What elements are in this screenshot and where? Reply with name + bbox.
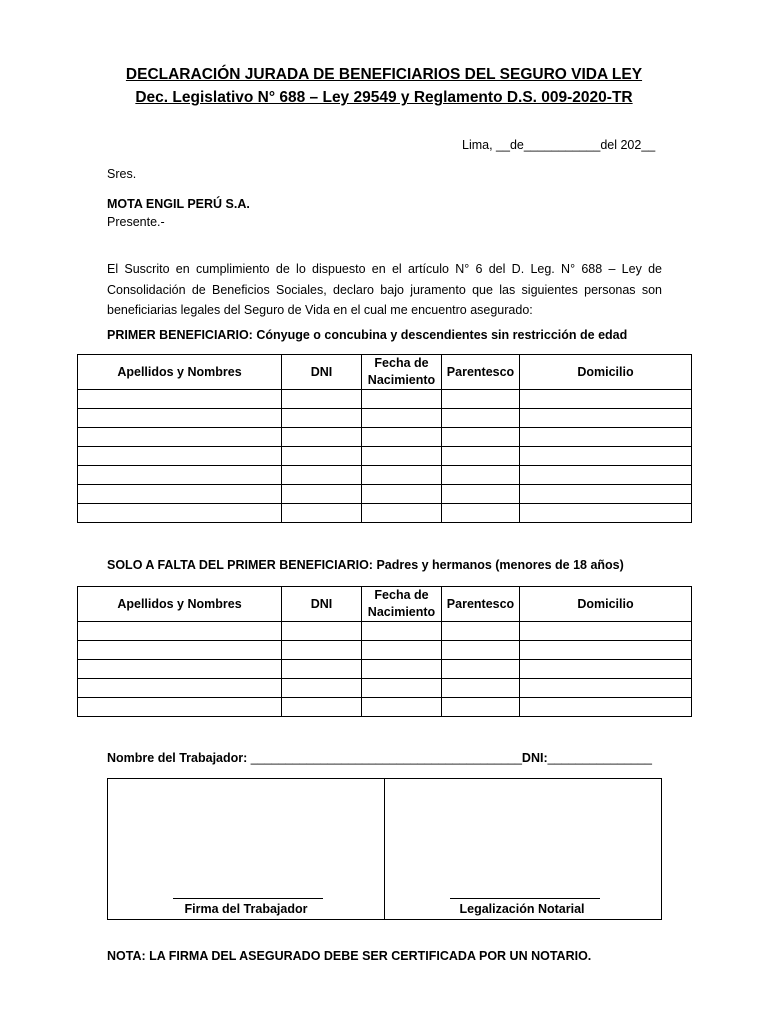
col-header-relation: Parentesco xyxy=(442,355,520,390)
cell-dni[interactable] xyxy=(282,485,362,504)
section2-label-bold: SOLO A FALTA DEL PRIMER BENEFICIARIO: xyxy=(107,558,373,572)
cell-dni[interactable] xyxy=(282,679,362,698)
worker-name-blank[interactable]: _______________________________________ xyxy=(250,751,522,765)
cell-relation[interactable] xyxy=(442,428,520,447)
cell-birthdate[interactable] xyxy=(362,390,442,409)
cell-name[interactable] xyxy=(78,698,282,717)
table-row xyxy=(78,622,692,641)
table-row xyxy=(78,485,692,504)
col-header-dni: DNI xyxy=(282,355,362,390)
cell-birthdate[interactable] xyxy=(362,660,442,679)
cell-relation[interactable] xyxy=(442,409,520,428)
cell-address[interactable] xyxy=(520,504,692,523)
cell-birthdate[interactable] xyxy=(362,641,442,660)
document-subtitle: Dec. Legislativo N° 688 – Ley 29549 y Reglamento D.S. 009-2020-TR xyxy=(135,89,633,106)
notary-signature-line[interactable] xyxy=(450,898,600,899)
cell-name[interactable] xyxy=(78,466,282,485)
cell-relation[interactable] xyxy=(442,485,520,504)
table-header-row xyxy=(78,587,692,622)
cell-birthdate[interactable] xyxy=(362,466,442,485)
table-row xyxy=(78,409,692,428)
cell-birthdate[interactable] xyxy=(362,409,442,428)
cell-relation[interactable] xyxy=(442,622,520,641)
cell-dni[interactable] xyxy=(282,641,362,660)
table-row xyxy=(78,679,692,698)
date-line: Lima, __de___________del 202__ xyxy=(462,138,656,152)
worker-dni-label: DNI: xyxy=(521,751,548,765)
cell-birthdate[interactable] xyxy=(362,622,442,641)
cell-name[interactable] xyxy=(78,641,282,660)
cell-relation[interactable] xyxy=(442,390,520,409)
cell-birthdate[interactable] xyxy=(362,485,442,504)
secondary-beneficiaries-table xyxy=(77,586,692,717)
cell-relation[interactable] xyxy=(442,447,520,466)
cell-birthdate[interactable] xyxy=(362,679,442,698)
section1-label xyxy=(107,328,627,342)
table-row xyxy=(78,698,692,717)
cell-dni[interactable] xyxy=(282,447,362,466)
cell-name[interactable] xyxy=(78,390,282,409)
table-row xyxy=(78,641,692,660)
col-header-birthdate: Fecha de Nacimiento xyxy=(362,355,442,390)
cell-name[interactable] xyxy=(78,447,282,466)
col-header-relation: Parentesco xyxy=(442,587,520,622)
section2-label-rest: Padres y hermanos (menores de 18 años) xyxy=(372,558,624,572)
document-title: DECLARACIÓN JURADA DE BENEFICIARIOS DEL SEGURO VIDA LEY xyxy=(125,66,643,83)
cell-address[interactable] xyxy=(520,698,692,717)
notary-signature-label: Legalización Notarial xyxy=(459,902,585,916)
col-header-address: Domicilio xyxy=(520,587,692,622)
cell-dni[interactable] xyxy=(282,466,362,485)
cell-dni[interactable] xyxy=(282,428,362,447)
cell-relation[interactable] xyxy=(442,660,520,679)
cell-dni[interactable] xyxy=(282,390,362,409)
table-row xyxy=(78,447,692,466)
table-row xyxy=(78,660,692,679)
cell-address[interactable] xyxy=(520,447,692,466)
cell-birthdate[interactable] xyxy=(362,504,442,523)
cell-dni[interactable] xyxy=(282,409,362,428)
cell-name[interactable] xyxy=(78,622,282,641)
section1-label-rest: Cónyuge o concubina y descendientes sin restricción de edad xyxy=(252,328,628,342)
cell-dni[interactable] xyxy=(282,504,362,523)
cell-relation[interactable] xyxy=(442,641,520,660)
note-text: NOTA: LA FIRMA DEL ASEGURADO DEBE SER CERTIFICADA POR UN NOTARIO. xyxy=(107,949,592,963)
col-header-address: Domicilio xyxy=(520,355,692,390)
salutation: Sres. xyxy=(107,167,137,181)
cell-address[interactable] xyxy=(520,466,692,485)
col-header-name: Apellidos y Nombres xyxy=(78,355,282,390)
section1-label-bold: PRIMER BENEFICIARIO: xyxy=(107,328,253,342)
cell-name[interactable] xyxy=(78,660,282,679)
cell-address[interactable] xyxy=(520,660,692,679)
cell-name[interactable] xyxy=(78,504,282,523)
cell-name[interactable] xyxy=(78,679,282,698)
cell-address[interactable] xyxy=(520,390,692,409)
worker-name-label: Nombre del Trabajador: xyxy=(107,751,248,765)
worker-signature-label: Firma del Trabajador xyxy=(184,902,308,916)
cell-birthdate[interactable] xyxy=(362,428,442,447)
cell-dni[interactable] xyxy=(282,698,362,717)
cell-relation[interactable] xyxy=(442,504,520,523)
table-header-row xyxy=(78,355,692,390)
cell-relation[interactable] xyxy=(442,466,520,485)
section2-label xyxy=(107,558,624,572)
table-row xyxy=(78,466,692,485)
cell-name[interactable] xyxy=(78,485,282,504)
cell-name[interactable] xyxy=(78,409,282,428)
col-header-name: Apellidos y Nombres xyxy=(78,587,282,622)
cell-birthdate[interactable] xyxy=(362,698,442,717)
cell-address[interactable] xyxy=(520,409,692,428)
cell-name[interactable] xyxy=(78,428,282,447)
declaration-paragraph: El Suscrito en cumplimiento de lo dispuesto en el artículo N° 6 del D. Leg. N° 688 – Ley de Consolidación de Beneficios Sociales, declaro bajo juramento que las siguientes personas son beneficiarias legales del Seguro de Vida en el cual me encuentro asegurado: xyxy=(107,262,662,317)
primary-beneficiaries-table xyxy=(77,354,692,523)
cell-address[interactable] xyxy=(520,679,692,698)
cell-address[interactable] xyxy=(520,622,692,641)
table-row xyxy=(78,428,692,447)
table-row xyxy=(78,504,692,523)
worker-signature-line[interactable] xyxy=(173,898,323,899)
col-header-dni: DNI xyxy=(282,587,362,622)
cell-address[interactable] xyxy=(520,641,692,660)
worker-dni-blank[interactable]: _______________ xyxy=(547,751,652,765)
cell-birthdate[interactable] xyxy=(362,447,442,466)
worker-name-line xyxy=(107,751,652,765)
cell-relation[interactable] xyxy=(442,698,520,717)
cell-dni[interactable] xyxy=(282,622,362,641)
presente-text: Presente.- xyxy=(107,215,165,229)
table-row xyxy=(78,390,692,409)
cell-relation[interactable] xyxy=(442,679,520,698)
company-name: MOTA ENGIL PERÚ S.A. xyxy=(107,197,250,211)
signature-box xyxy=(107,778,662,920)
signature-divider xyxy=(384,779,385,919)
cell-address[interactable] xyxy=(520,485,692,504)
col-header-birthdate: Fecha de Nacimiento xyxy=(362,587,442,622)
cell-dni[interactable] xyxy=(282,660,362,679)
cell-address[interactable] xyxy=(520,428,692,447)
